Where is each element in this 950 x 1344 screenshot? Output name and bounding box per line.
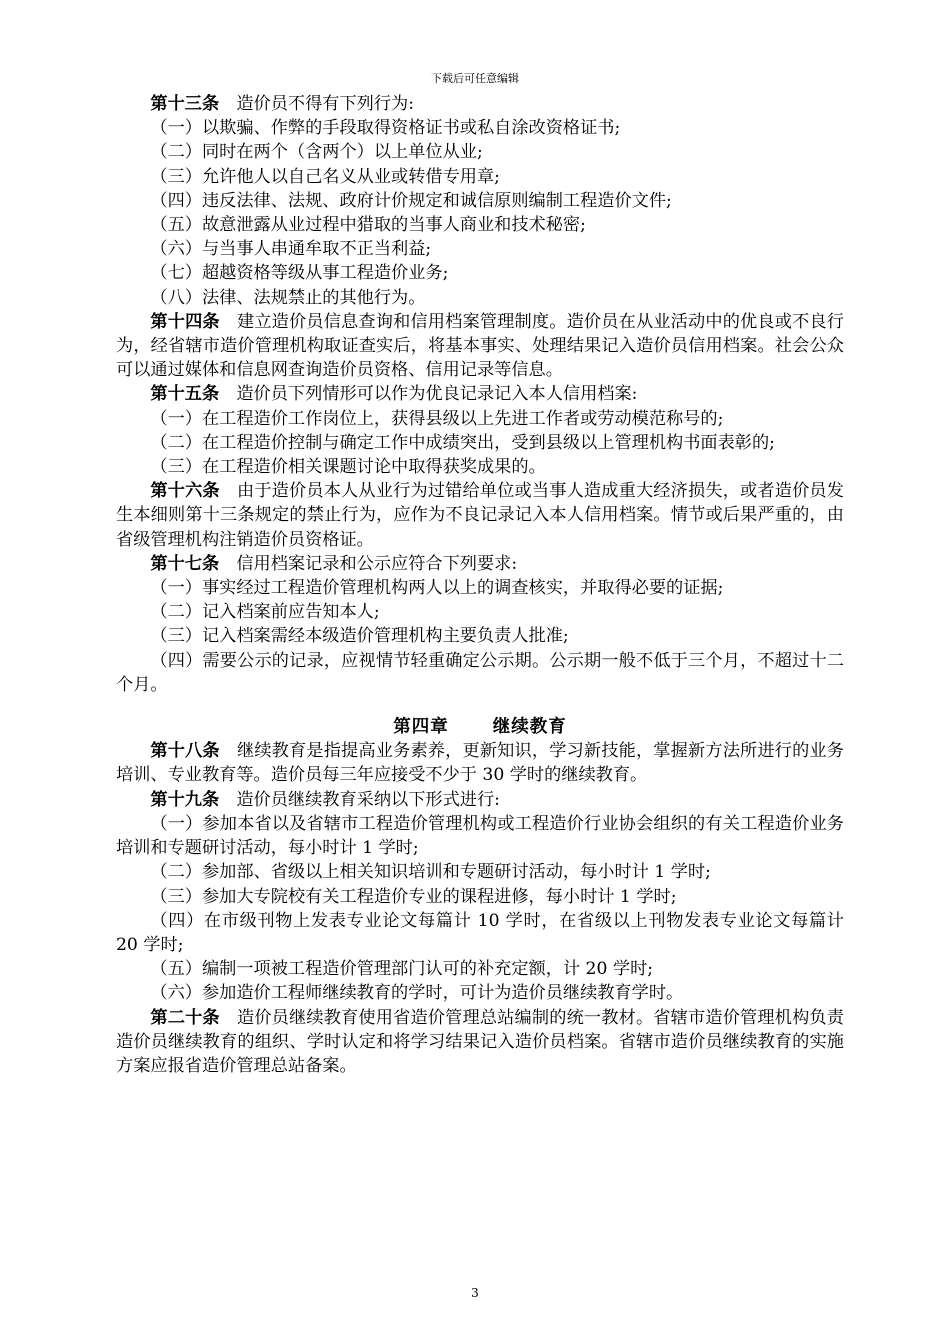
article-title: 第十四条 — [150, 311, 220, 332]
document-body — [116, 92, 844, 1078]
list-item: （二）同时在两个（含两个）以上单位从业; — [150, 142, 483, 163]
list-item: （六）与当事人串通牟取不正当利益; — [150, 239, 432, 260]
list-item: （七）超越资格等级从事工程造价业务; — [150, 263, 449, 284]
list-item: （三）参加大专院校有关工程造价专业的课程进修，每小时计 1 学时; — [150, 886, 677, 907]
article-19-lead: 第十九条 造价员继续教育采纳以下形式进行: — [150, 789, 500, 810]
article-18: 第十八条 继续教育是指提高业务素养，更新知识，学习新技能，掌握新方法所进行的业务培训、专业教育等。造价员每三年应接受不少于 30 学时的继续教育。 — [116, 741, 844, 786]
page-number: 3 — [471, 1286, 479, 1300]
list-item: （三）允许他人以自己名义从业或转借专用章; — [150, 166, 500, 187]
article-13-lead: 第十三条 造价员不得有下列行为: — [150, 94, 415, 114]
article-title: 第十七条 — [150, 553, 220, 574]
list-item: （一）事实经过工程造价管理机构两人以上的调查核实，并取得必要的证据; — [150, 578, 724, 599]
list-item: （五）故意泄露从业过程中猎取的当事人商业和技术秘密; — [150, 215, 586, 236]
article-15-lead: 第十五条 造价员下列情形可以作为优良记录记入本人信用档案: — [150, 384, 638, 405]
chapter-heading — [116, 715, 844, 739]
article-20: 第二十条 造价员继续教育使用省造价管理总站编制的统一教材。省辖市造价管理机构负责造价员继续教育的组织、学时认定和将学习结果记入造价员档案。省辖市造价员继续教育的实施方案应报省造价管理总站备案。 — [116, 1007, 844, 1076]
article-title: 第十九条 — [150, 789, 220, 810]
article-title: 第十八条 — [150, 741, 220, 762]
chapter-number: 第四章 — [393, 717, 449, 738]
list-item: （一）在工程造价工作岗位上，获得县级以上先进工作者或劳动模范称号的; — [150, 408, 724, 429]
list-item: （三）在工程造价相关课题讨论中取得获奖成果的。 — [150, 457, 546, 478]
article-14: 第十四条 建立造价员信息查询和信用档案管理制度。造价员在从业活动中的优良或不良行为，经省辖市造价管理机构取证查实后，将基本事实、处理结果记入造价员信用档案。社会公众可以通过媒体和信息网查询造价员资格、信用记录等信息。 — [116, 311, 844, 381]
list-item: （二）在工程造价控制与确定工作中成绩突出，受到县级以上管理机构书面表彰的; — [150, 432, 775, 453]
chapter-name: 继续教育 — [492, 717, 567, 738]
list-item: （三）记入档案需经本级造价管理机构主要负责人批准; — [150, 626, 569, 647]
list-item: （二）参加部、省级以上相关知识培训和专题研讨活动，每小时计 1 学时; — [150, 862, 711, 883]
list-item: （一）参加本省以及省辖市工程造价管理机构或工程造价行业协会组织的有关工程造价业务培训和专题研讨活动，每小时计 1 学时; — [116, 813, 844, 859]
article-title: 第十五条 — [150, 384, 220, 405]
list-item: （四）需要公示的记录，应视情节轻重确定公示期。公示期一般不低于三个月，不超过十二个月。 — [116, 650, 844, 695]
list-item: （五）编制一项被工程造价管理部门认可的补充定额，计 20 学时; — [150, 959, 654, 980]
page-header: 下载后可任意编辑 — [431, 72, 519, 85]
list-item: （四）违反法律、法规、政府计价规定和诚信原则编制工程造价文件; — [150, 190, 672, 211]
article-title: 第十六条 — [150, 481, 220, 502]
list-item: （六）参加造价工程师继续教育的学时，可计为造价员继续教育学时。 — [150, 983, 684, 1004]
list-item: （八）法律、法规禁止的其他行为。 — [150, 287, 426, 308]
list-item: （一）以欺骗、作弊的手段取得资格证书或私自涂改资格证书; — [150, 118, 621, 139]
article-16: 第十六条 由于造价员本人从业行为过错给单位或当事人造成重大经济损失，或者造价员发生本细则第十三条规定的禁止行为，应作为不良记录记入本人信用档案。情节或后果严重的，由省级管理机构注销造价员资格证。 — [116, 481, 844, 550]
article-title: 第二十条 — [150, 1007, 220, 1028]
article-title: 第十三条 — [150, 94, 220, 114]
list-item: （二）记入档案前应告知本人; — [150, 602, 380, 623]
article-17-lead: 第十七条 信用档案记录和公示应符合下列要求: — [150, 553, 518, 574]
list-item: （四）在市级刊物上发表专业论文每篇计 10 学时，在省级以上刊物发表专业论文每篇计 20 学时; — [116, 910, 844, 955]
